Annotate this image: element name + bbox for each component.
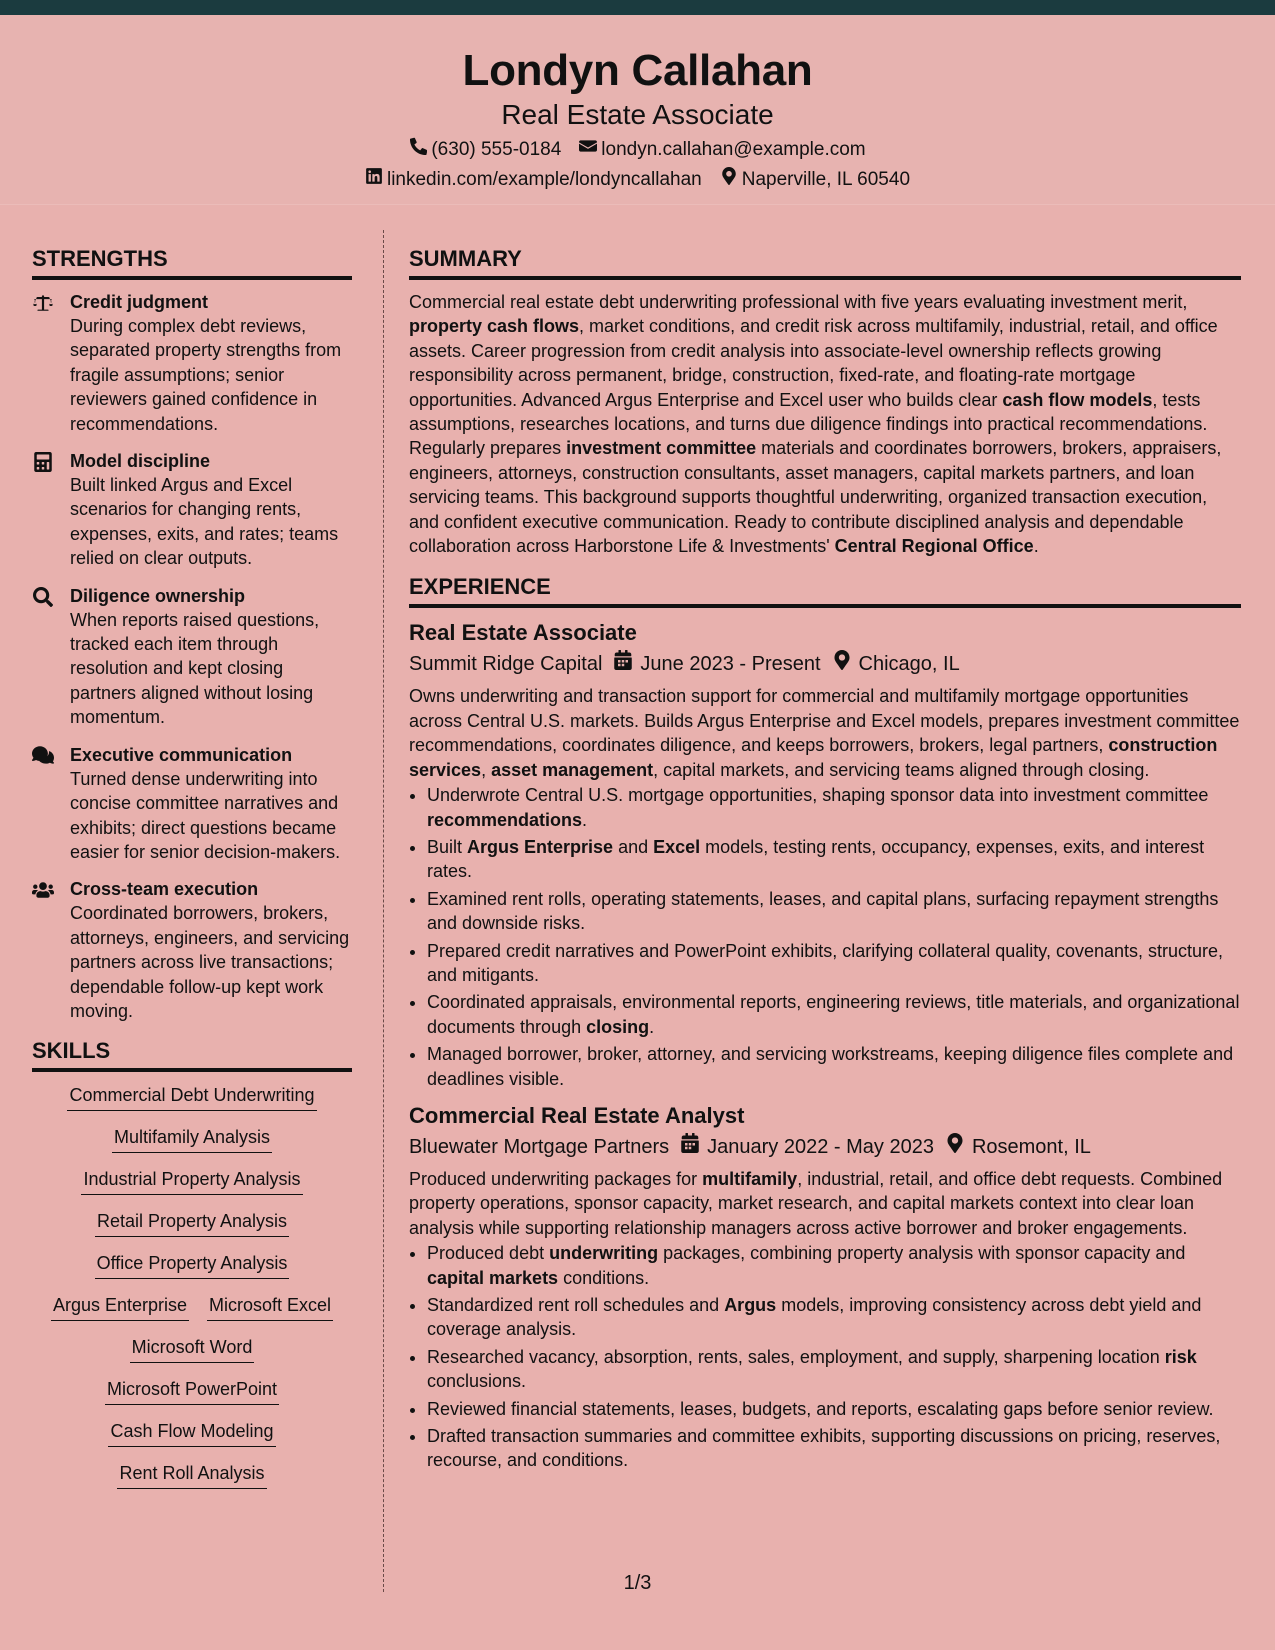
- strength-description: Turned dense underwriting into concise committee narratives and exhibits; direct questions became easier for senior decision-makers.: [70, 768, 341, 862]
- strengths-list: [32, 290, 352, 1023]
- bullet-run: Examined rent rolls, operating statements, leases, and capital plans, surfacing repayment strengths and downside risks.: [427, 888, 1219, 934]
- skill-row: [32, 1334, 352, 1363]
- job-bullet: [427, 1241, 1241, 1290]
- strength-title: Diligence ownership: [70, 585, 246, 606]
- strength-title: Model discipline: [70, 451, 211, 472]
- skill-row: [32, 1376, 352, 1405]
- job-dates-text: June 2023 - Present: [640, 653, 821, 676]
- bullet-run: conditions.: [558, 1267, 650, 1288]
- job-location-text: Rosemont, IL: [971, 1135, 1091, 1158]
- bullet-run: Produced debt: [427, 1243, 550, 1264]
- strength-title: Executive communication: [70, 744, 293, 765]
- strength-item: [32, 743, 352, 865]
- email-text[interactable]: londyn.callahan@example.com: [601, 139, 866, 160]
- strength-item: [32, 877, 352, 1023]
- skill-tag: Rent Roll Analysis: [117, 1460, 266, 1489]
- bullet-bold: recommendations: [427, 809, 583, 830]
- skill-tag: Microsoft Excel: [207, 1292, 333, 1321]
- skill-row: [32, 1292, 352, 1321]
- summary-bold: cash flow models: [1002, 389, 1153, 410]
- bullet-run: and: [613, 836, 654, 857]
- job-company: Bluewater Mortgage Partners: [409, 1135, 670, 1158]
- bullet-run: .: [582, 809, 588, 830]
- job-bullet: [427, 1424, 1241, 1473]
- phone-icon: [409, 135, 427, 165]
- bullet-run: Managed borrower, broker, attorney, and servicing workstreams, keeping diligence files complete and deadlines visible.: [427, 1044, 1234, 1089]
- top-accent-bar: [0, 0, 1275, 15]
- scale-icon: [32, 290, 70, 436]
- job-entry: [409, 618, 1241, 1091]
- users-icon: [32, 877, 70, 1023]
- strength-description: Coordinated borrowers, brokers, attorneys, engineers, and servicing partners across live transactions; dependable follow-up kept work moving.: [70, 903, 350, 1021]
- job-title: Commercial Real Estate Analyst: [409, 1102, 745, 1128]
- job-dates-text: January 2022 - May 2023: [707, 1135, 934, 1158]
- summary-run: materials and coordinates borrowers, brokers, appraisers, engineers, attorneys, construction consultants, asset managers, capital markets partners, and loan servicing teams. This background supports thoughtful underwriting, organized transaction execution, and confident executive communication. Ready to contribute disciplined analysis and dependable collaboration across Harborstone Life & Investments': [409, 438, 1222, 557]
- skill-tag: Retail Property Analysis: [95, 1208, 289, 1237]
- job-description-run: ,: [481, 759, 492, 780]
- bullet-bold: Argus Enterprise: [467, 836, 614, 857]
- phone-contact: [409, 135, 561, 165]
- strengths-heading: STRENGTHS: [32, 244, 352, 280]
- skill-tag: Argus Enterprise: [51, 1292, 189, 1321]
- strength-description: Built linked Argus and Excel scenarios for changing rents, expenses, exits, and rates; teams relied on clear outputs.: [70, 475, 339, 569]
- bullet-run: models, improving consistency across debt yield and coverage analysis.: [427, 1295, 1202, 1340]
- email-contact[interactable]: [579, 135, 865, 165]
- bullet-run: conclusions.: [427, 1371, 527, 1392]
- map-pin-icon: [946, 1131, 964, 1163]
- bullet-run: Prepared credit narratives and PowerPoint exhibits, clarifying collateral quality, covenants, structure, and mitigants.: [427, 940, 1224, 985]
- calculator-icon: [32, 449, 70, 571]
- strength-description: When reports raised questions, tracked each item through resolution and kept closing partners aligned without losing momentum.: [70, 609, 320, 728]
- job-description: [409, 1167, 1241, 1240]
- skill-row: [32, 1250, 352, 1279]
- page-number: 1/3: [623, 1572, 652, 1594]
- bullet-bold: Excel: [653, 836, 701, 857]
- job-bullet: [427, 1397, 1241, 1421]
- calendar-icon: [614, 648, 632, 680]
- job-meta: [409, 1131, 1241, 1163]
- candidate-title: Real Estate Associate: [501, 99, 774, 130]
- bullet-bold: underwriting: [549, 1243, 659, 1264]
- skill-tag: Multifamily Analysis: [112, 1124, 272, 1153]
- linkedin-text[interactable]: linkedin.com/example/londyncallahan: [386, 169, 702, 190]
- bullet-bold: capital markets: [427, 1267, 559, 1288]
- skill-row: [32, 1166, 352, 1195]
- candidate-name: Londyn Callahan: [462, 46, 813, 95]
- skills-heading: SKILLS: [32, 1036, 352, 1072]
- bullet-bold: Argus: [724, 1295, 777, 1315]
- skill-tag: Microsoft PowerPoint: [105, 1376, 279, 1405]
- bullet-run: Standardized rent roll schedules and: [427, 1295, 725, 1315]
- skill-tag: Office Property Analysis: [95, 1250, 290, 1279]
- job-bullet: [427, 1345, 1241, 1394]
- map-pin-icon: [720, 165, 738, 195]
- job-dates: [614, 648, 820, 680]
- skill-row: [32, 1418, 352, 1447]
- column-divider: [383, 230, 384, 1592]
- summary-bold: investment committee: [566, 438, 757, 459]
- comments-icon: [32, 743, 70, 865]
- contact-row-1: [0, 135, 1275, 165]
- strength-item: [32, 290, 352, 436]
- summary-heading: SUMMARY: [409, 244, 1241, 280]
- job-description-run: , capital markets, and servicing teams aligned through closing.: [653, 759, 1150, 780]
- job-description-bold: multifamily: [702, 1168, 798, 1189]
- map-pin-icon: [833, 648, 851, 680]
- job-dates: [681, 1131, 934, 1163]
- job-company: Summit Ridge Capital: [409, 653, 603, 676]
- skill-tag: Industrial Property Analysis: [81, 1166, 302, 1195]
- skill-tag: Commercial Debt Underwriting: [67, 1082, 316, 1111]
- strength-title: Credit judgment: [70, 292, 208, 312]
- envelope-icon: [579, 135, 597, 165]
- skill-row: [32, 1082, 352, 1111]
- job-description: [409, 684, 1241, 782]
- skill-tag: Cash Flow Modeling: [108, 1418, 275, 1447]
- job-bullets: [427, 783, 1241, 1091]
- bullet-run: Built: [427, 836, 468, 857]
- job-entry: [409, 1101, 1241, 1473]
- job-location: [833, 648, 960, 680]
- job-title: Real Estate Associate: [409, 620, 637, 646]
- calendar-icon: [681, 1131, 699, 1163]
- job-description-run: , industrial, retail, and office debt requests. Combined property operations, sponsor capacity, market research, and capital markets context into clear loan analysis while supporting relationship managers across active borrower and broker engagements.: [409, 1168, 1223, 1238]
- job-bullet: [427, 783, 1241, 832]
- bullet-run: .: [649, 1016, 655, 1037]
- bullet-run: Researched vacancy, absorption, rents, sales, employment, and supply, sharpening location: [427, 1346, 1165, 1367]
- job-meta: [409, 648, 1241, 680]
- job-bullet: [427, 990, 1241, 1039]
- search-icon: [32, 584, 70, 730]
- left-column: [32, 244, 352, 1502]
- experience-heading: EXPERIENCE: [409, 572, 1241, 608]
- skill-row: [32, 1208, 352, 1237]
- contact-row-2: [0, 165, 1275, 195]
- job-description-run: Owns underwriting and transaction support for commercial and multifamily mortgage opportunities across Central U.S. markets. Builds Argus Enterprise and Excel models, prepares investment committee recommendations, coordinates diligence, and keeps borrowers, brokers, legal partners,: [409, 686, 1240, 756]
- skills-section: [32, 1036, 352, 1489]
- job-description-bold: asset management: [491, 759, 654, 780]
- right-column: [409, 244, 1241, 1483]
- strength-item: [32, 449, 352, 571]
- bullet-bold: closing: [586, 1016, 650, 1037]
- job-description-run: Produced underwriting packages for: [409, 1168, 703, 1189]
- bullet-run: models, testing rents, occupancy, expenses, exits, and interest rates.: [427, 836, 1205, 882]
- experience-list: [409, 618, 1241, 1472]
- location-text: Naperville, IL 60540: [741, 169, 911, 190]
- skill-row: [32, 1124, 352, 1153]
- linkedin-contact[interactable]: [365, 165, 702, 195]
- strength-item: [32, 584, 352, 730]
- location-contact: [720, 165, 910, 195]
- job-location: [946, 1131, 1091, 1163]
- summary-run: , market conditions, and credit risk across multifamily, industrial, retail, and office assets. Career progression from credit analysis into associate-level ownership reflects growing responsibility across permanent, bridge, construction, fixed-rate, and floating-rate mortgage opportunities. Advanced Argus Enterprise and Excel user who builds clear: [409, 316, 1218, 410]
- bullet-run: packages, combining property analysis with sponsor capacity and: [658, 1243, 1186, 1264]
- bullet-run: Underwrote Central U.S. mortgage opportunities, shaping sponsor data into investment committee: [427, 785, 1209, 806]
- summary-text: [409, 290, 1241, 558]
- job-bullet: [427, 835, 1241, 884]
- bullet-run: Coordinated appraisals, environmental reports, engineering reviews, title materials, and organizational documents through: [427, 992, 1240, 1037]
- job-bullet: [427, 939, 1241, 988]
- bullet-run: Reviewed financial statements, leases, budgets, and reports, escalating gaps before senior review.: [427, 1398, 1214, 1419]
- strength-title: Cross-team execution: [70, 879, 259, 900]
- summary-bold: property cash flows: [409, 316, 580, 337]
- skill-row: [32, 1460, 352, 1489]
- skill-tag: Microsoft Word: [130, 1334, 255, 1363]
- resume-header: [0, 15, 1275, 205]
- job-bullets: [427, 1241, 1241, 1473]
- bullet-run: Drafted transaction summaries and committee exhibits, supporting discussions on pricing, reserves, recourse, and conditions.: [427, 1426, 1221, 1471]
- job-description-bold: construction services: [409, 735, 1218, 780]
- job-location-text: Chicago, IL: [858, 653, 960, 676]
- summary-bold: Central Regional Office: [834, 536, 1034, 557]
- job-bullet: [427, 1293, 1241, 1342]
- job-bullet: [427, 1042, 1241, 1091]
- summary-run: , tests assumptions, researches locations, and turns due diligence findings into practical recommendations. Regularly prepares: [409, 389, 1208, 459]
- summary-run: .: [1033, 536, 1039, 557]
- strength-description: During complex debt reviews, separated property strengths from fragile assumptions; senior reviewers gained confidence in recommendations.: [70, 316, 342, 434]
- skills-list: [32, 1082, 352, 1489]
- linkedin-icon: [365, 165, 383, 195]
- summary-run: Commercial real estate debt underwriting professional with five years evaluating investment merit,: [409, 292, 1188, 312]
- bullet-bold: risk: [1164, 1346, 1197, 1367]
- phone-text: (630) 555-0184: [431, 139, 562, 160]
- job-bullet: [427, 887, 1241, 936]
